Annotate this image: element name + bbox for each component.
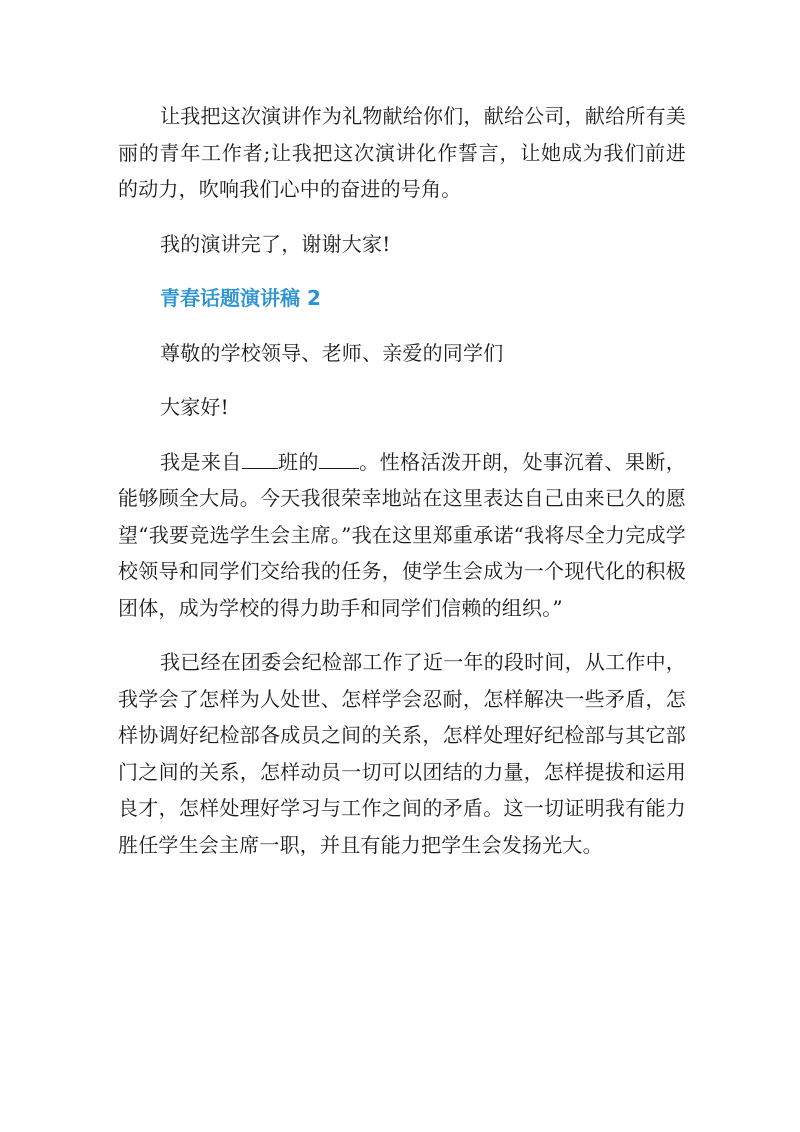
section-heading: 青春话题演讲稿 2 bbox=[160, 286, 321, 310]
class-blank bbox=[242, 452, 278, 469]
paragraph-dedication: 让我把这次演讲作为礼物献给你们，献给公司，献给所有美丽的青年工作者;让我把这次演讲化作誓言，让她成为我们前进的动力，吹响我们心中的奋进的号角。 bbox=[118, 104, 686, 201]
intro-text-1: 我是来自 bbox=[160, 449, 242, 474]
intro-text-3: 。性格活泼开朗，处事沉着、果断，能够顾全大局。今天我很荣幸地站在这里表达自己由来已久的愿望“我要竞选学生会主席。”我在这里郑重承诺“我将尽全力完成学校领导和同学们交给我的任务，使学生会成为一个现代化的积极团体，成为学校的得力助手和同学们信赖的组织。” bbox=[118, 449, 687, 620]
paragraph-experience: 我已经在团委会纪检部工作了近一年的段时间，从工作中，我学会了怎样为人处世、怎样学会忍耐，怎样解决一些矛盾，怎样协调好纪检部各成员之间的关系，怎样处理好纪检部与其它部门之间的关系，怎样动员一切可以团结的力量，怎样提拔和运用良才，怎样处理好学习与工作之间的矛盾。这一切证明我有能力胜任学生会主席一职，并且有能力把学生会发扬光大。 bbox=[118, 650, 686, 857]
greeting-hello: 大家好! bbox=[160, 395, 229, 419]
name-blank bbox=[319, 452, 359, 469]
greeting-audience: 尊敬的学校领导、老师、亲爱的同学们 bbox=[160, 340, 504, 365]
paragraph-closing: 我的演讲完了，谢谢大家! bbox=[160, 231, 391, 256]
document-body bbox=[118, 98, 686, 863]
intro-text-2: 班的 bbox=[277, 449, 319, 474]
paragraph-introduction bbox=[118, 444, 686, 627]
